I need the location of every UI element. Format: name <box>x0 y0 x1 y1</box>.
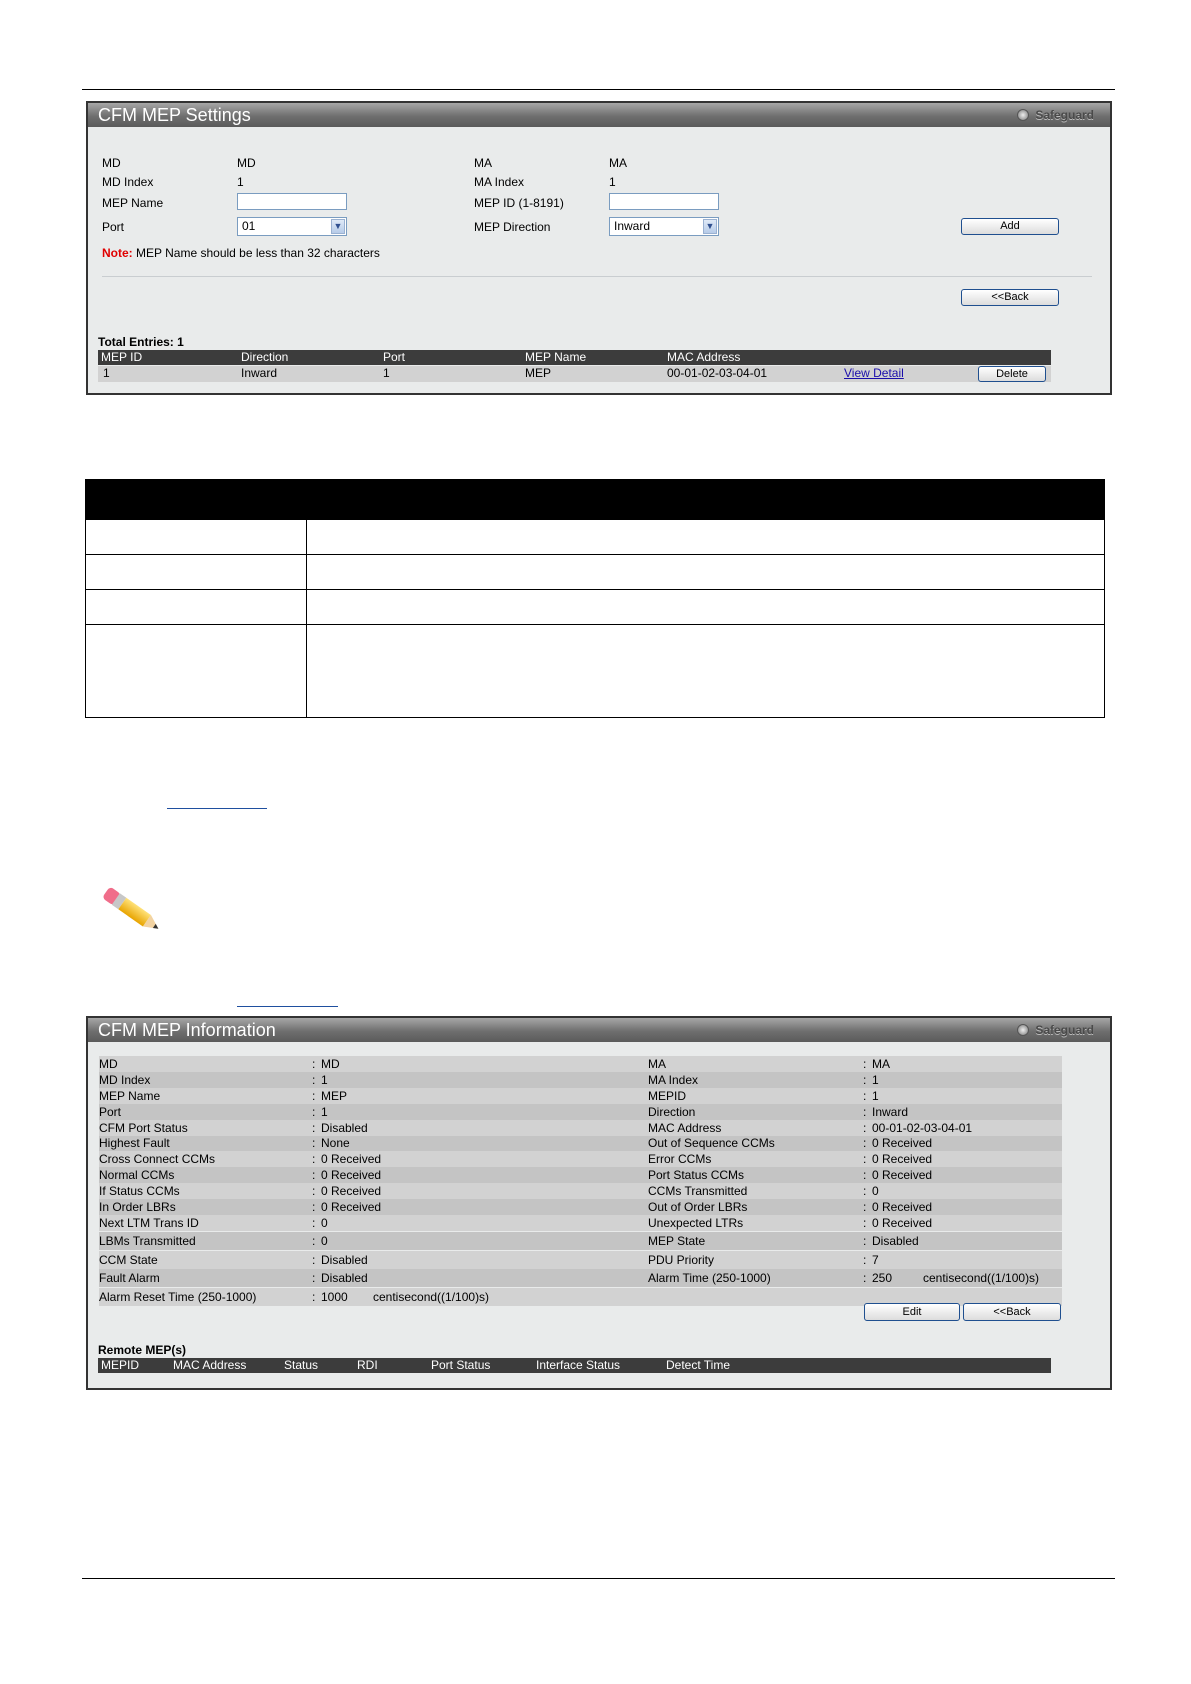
right-label: CCMs Transmitted <box>648 1184 748 1198</box>
left-value: 0 Received <box>321 1152 382 1166</box>
col-mep-id: MEP ID <box>101 350 143 364</box>
table-row <box>86 520 1105 555</box>
col-mac-address: MAC Address <box>667 350 741 364</box>
mep-id-label: MEP ID (1-8191) <box>474 196 564 210</box>
safeguard-label: Safeguard <box>1035 108 1094 122</box>
table-cell <box>307 555 1105 590</box>
panel-title-bar <box>88 103 1110 127</box>
left-label: Next LTM Trans ID <box>99 1216 199 1230</box>
col-port-status: Port Status <box>431 1358 491 1372</box>
view-detail-link[interactable]: View Detail <box>844 366 904 380</box>
right-unit: centisecond((1/100)s) <box>923 1271 1040 1285</box>
right-value: Disabled <box>872 1234 919 1248</box>
mep-table-header <box>98 350 1051 365</box>
left-value: Disabled <box>321 1271 368 1285</box>
info-row <box>99 1167 1062 1183</box>
table-row <box>86 590 1105 625</box>
cell-port: 1 <box>383 366 390 380</box>
left-label: Port <box>99 1105 122 1119</box>
cell-direction: Inward <box>241 366 278 380</box>
left-value: 0 <box>321 1216 328 1230</box>
left-colon: : <box>312 1253 316 1267</box>
safeguard-icon <box>1017 109 1029 121</box>
right-value: 00-01-02-03-04-01 <box>872 1121 973 1135</box>
right-colon: : <box>863 1152 867 1166</box>
left-colon: : <box>312 1136 316 1150</box>
right-value: 0 Received <box>872 1152 933 1166</box>
left-colon: : <box>312 1271 316 1285</box>
info-row <box>99 1120 1062 1136</box>
right-colon: : <box>863 1073 867 1087</box>
ma-label: MA <box>474 156 492 170</box>
info-row <box>99 1251 1062 1269</box>
right-label: MEP State <box>648 1234 706 1248</box>
port-select-value: 01 <box>242 219 256 233</box>
left-label: MEP Name <box>99 1089 161 1103</box>
right-value: 7 <box>872 1253 879 1267</box>
left-value: 0 Received <box>321 1200 382 1214</box>
footer-rule <box>82 1578 1115 1579</box>
right-label: MAC Address <box>648 1121 722 1135</box>
remote-meps-title: Remote MEP(s) <box>98 1343 187 1357</box>
left-colon: : <box>312 1121 316 1135</box>
right-colon: : <box>863 1089 867 1103</box>
left-label: LBMs Transmitted <box>99 1234 196 1248</box>
left-label: Highest Fault <box>99 1136 170 1150</box>
cell-mep-id: 1 <box>103 366 110 380</box>
md-value: MD <box>237 156 256 170</box>
header-rule <box>82 89 1115 90</box>
table-cell <box>86 590 307 625</box>
right-label: MA <box>648 1057 666 1071</box>
left-value: None <box>321 1136 350 1150</box>
right-label: Unexpected LTRs <box>648 1216 744 1230</box>
col-detect-time: Detect Time <box>666 1358 731 1372</box>
left-colon: : <box>312 1057 316 1071</box>
port-label: Port <box>102 220 125 234</box>
right-label: Out of Sequence CCMs <box>648 1136 775 1150</box>
left-colon: : <box>312 1200 316 1214</box>
left-colon: : <box>312 1216 316 1230</box>
mep-name-label: MEP Name <box>102 196 164 210</box>
right-colon: : <box>863 1200 867 1214</box>
left-label: CFM Port Status <box>99 1121 188 1135</box>
info-row <box>99 1056 1062 1072</box>
right-colon: : <box>863 1216 867 1230</box>
right-colon: : <box>863 1168 867 1182</box>
left-colon: : <box>312 1234 316 1248</box>
table-cell <box>86 625 307 718</box>
info-row <box>99 1183 1062 1199</box>
left-label: Alarm Reset Time (250-1000) <box>99 1290 257 1304</box>
left-value: 0 Received <box>321 1168 382 1182</box>
note-text <box>102 246 380 260</box>
right-colon: : <box>863 1105 867 1119</box>
safeguard-indicator <box>1017 106 1094 124</box>
right-colon: : <box>863 1121 867 1135</box>
col-direction: Direction <box>241 350 289 364</box>
right-value: 0 <box>872 1184 879 1198</box>
right-value: 0 Received <box>872 1200 933 1214</box>
divider <box>102 276 1092 277</box>
right-label: Alarm Time (250-1000) <box>648 1271 771 1285</box>
left-colon: : <box>312 1073 316 1087</box>
left-value: 0 Received <box>321 1184 382 1198</box>
table-cell <box>86 555 307 590</box>
left-label: CCM State <box>99 1253 158 1267</box>
back-button[interactable]: <<Back <box>961 289 1059 306</box>
left-colon: : <box>312 1168 316 1182</box>
right-value: 0 Received <box>872 1168 933 1182</box>
cfm-mep-information-panel <box>86 1016 1112 1390</box>
left-label: In Order LBRs <box>99 1200 176 1214</box>
left-colon: : <box>312 1105 316 1119</box>
left-value: 1 <box>321 1105 328 1119</box>
right-label: MA Index <box>648 1073 699 1087</box>
cfm-mep-settings-panel <box>86 101 1112 395</box>
info-row <box>99 1088 1062 1104</box>
left-value: Disabled <box>321 1121 368 1135</box>
table-cell <box>307 590 1105 625</box>
note-prefix: Note: <box>102 246 133 260</box>
pencil-note-icon <box>94 880 172 942</box>
table-cell <box>86 520 307 555</box>
col-mac-address: MAC Address <box>173 1358 247 1372</box>
right-colon: : <box>863 1253 867 1267</box>
col-interface-status: Interface Status <box>536 1358 621 1372</box>
right-value: MA <box>872 1057 890 1071</box>
ma-index-value: 1 <box>609 175 616 189</box>
remote-mep-table-header <box>98 1358 1051 1373</box>
left-colon: : <box>312 1089 316 1103</box>
panel-title: CFM MEP Information <box>98 1020 276 1040</box>
info-row <box>99 1215 1062 1231</box>
info-row <box>99 1199 1062 1215</box>
chevron-down-icon: ▼ <box>703 219 717 234</box>
panel-title-bar <box>88 1018 1110 1042</box>
left-value: 0 <box>321 1234 328 1248</box>
table-row <box>86 555 1105 590</box>
left-value: MEP <box>321 1089 348 1103</box>
left-label: MD <box>99 1057 118 1071</box>
md-label: MD <box>102 156 121 170</box>
left-label: If Status CCMs <box>99 1184 180 1198</box>
right-value: Inward <box>872 1105 909 1119</box>
right-label: Out of Order LBRs <box>648 1200 748 1214</box>
right-value: 250 <box>872 1271 893 1285</box>
table-row <box>86 625 1105 718</box>
col-rdi: RDI <box>357 1358 378 1372</box>
ma-index-label: MA Index <box>474 175 525 189</box>
right-value: 1 <box>872 1089 879 1103</box>
safeguard-icon <box>1017 1024 1029 1036</box>
col-mepid: MEPID <box>101 1358 140 1372</box>
left-value: 1000 <box>321 1290 348 1304</box>
info-back-button[interactable]: <<Back <box>963 1303 1061 1321</box>
mep-direction-select[interactable] <box>609 217 719 236</box>
col-status: Status <box>284 1358 319 1372</box>
left-value: MD <box>321 1057 340 1071</box>
right-label: Port Status CCMs <box>648 1168 745 1182</box>
hyperlink-underline[interactable] <box>167 808 267 809</box>
note-body: MEP Name should be less than 32 characters <box>132 246 380 260</box>
right-colon: : <box>863 1234 867 1248</box>
left-label: Cross Connect CCMs <box>99 1152 216 1166</box>
left-colon: : <box>312 1290 316 1304</box>
mep-name-input[interactable] <box>237 193 347 210</box>
info-row <box>99 1269 1062 1287</box>
right-value: 0 Received <box>872 1136 933 1150</box>
right-colon: : <box>863 1184 867 1198</box>
ma-value: MA <box>609 156 627 170</box>
right-label: Direction <box>648 1105 696 1119</box>
description-table-header <box>86 480 1105 520</box>
right-label: PDU Priority <box>648 1253 715 1267</box>
right-colon: : <box>863 1271 867 1285</box>
chevron-down-icon: ▼ <box>331 219 345 234</box>
md-index-label: MD Index <box>102 175 154 189</box>
md-index-value: 1 <box>237 175 244 189</box>
right-value: 1 <box>872 1073 879 1087</box>
info-row <box>99 1104 1062 1120</box>
cell-mac-address: 00-01-02-03-04-01 <box>667 366 768 380</box>
table-cell <box>307 520 1105 555</box>
table-cell <box>307 625 1105 718</box>
total-entries: Total Entries: 1 <box>98 335 184 349</box>
mep-id-input[interactable] <box>609 193 719 210</box>
left-label: MD Index <box>99 1073 151 1087</box>
left-value: 1 <box>321 1073 328 1087</box>
left-unit: centisecond((1/100)s) <box>373 1290 490 1304</box>
safeguard-label: Safeguard <box>1035 1023 1094 1037</box>
right-label: Error CCMs <box>648 1152 712 1166</box>
info-row <box>99 1136 1062 1151</box>
delete-button[interactable]: Delete <box>978 366 1046 382</box>
right-label: MEPID <box>648 1089 687 1103</box>
edit-button[interactable]: Edit <box>864 1303 960 1321</box>
cell-mep-name: MEP <box>525 366 552 380</box>
left-label: Fault Alarm <box>99 1271 160 1285</box>
col-mep-name: MEP Name <box>525 350 587 364</box>
header-cell-parameter <box>86 480 307 520</box>
col-port: Port <box>383 350 406 364</box>
mep-direction-select-value: Inward <box>614 219 651 233</box>
info-row <box>99 1232 1062 1250</box>
add-button[interactable]: Add <box>961 218 1059 235</box>
info-row <box>99 1072 1062 1088</box>
hyperlink-underline[interactable] <box>237 1006 338 1007</box>
table-row <box>98 366 1051 382</box>
right-value: 0 Received <box>872 1216 933 1230</box>
right-colon: : <box>863 1057 867 1071</box>
mep-direction-label: MEP Direction <box>474 220 551 234</box>
panel-title: CFM MEP Settings <box>98 105 251 125</box>
right-colon: : <box>863 1136 867 1150</box>
port-select[interactable] <box>237 217 347 236</box>
header-cell-description <box>307 480 1105 520</box>
left-colon: : <box>312 1152 316 1166</box>
left-label: Normal CCMs <box>99 1168 175 1182</box>
left-colon: : <box>312 1184 316 1198</box>
safeguard-indicator <box>1017 1021 1094 1039</box>
left-value: Disabled <box>321 1253 368 1267</box>
description-table <box>85 479 1105 718</box>
info-row <box>99 1151 1062 1167</box>
